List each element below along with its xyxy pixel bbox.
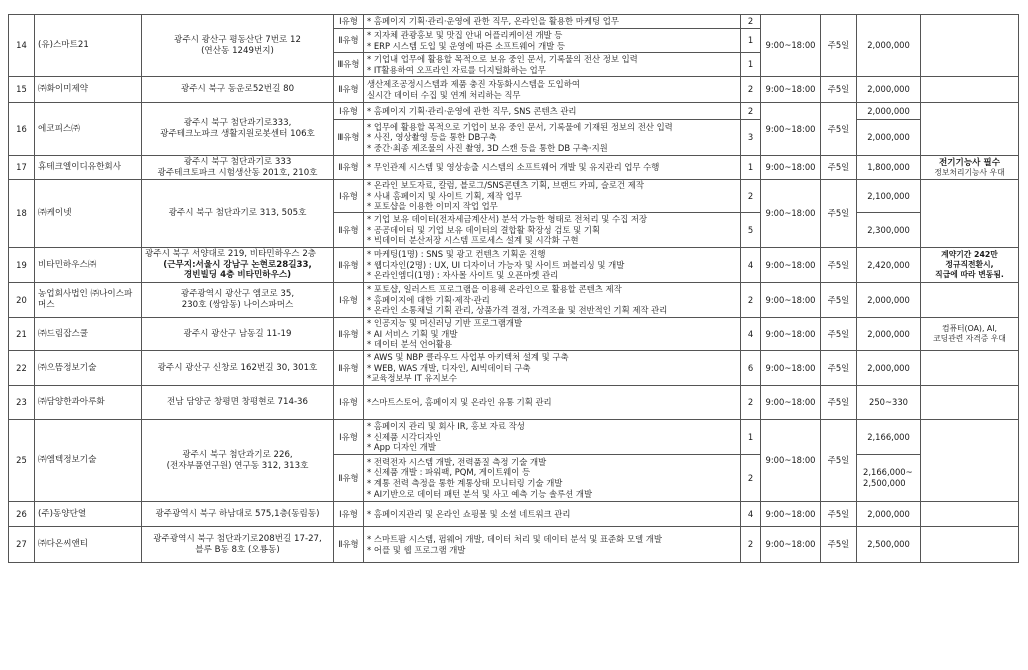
hire-count: 1 xyxy=(741,156,761,180)
company-address xyxy=(142,502,334,527)
monthly-pay: 2,166,000~ 2,500,000 xyxy=(857,455,921,502)
hire-count: 4 xyxy=(741,318,761,351)
work-days: 주5일 xyxy=(821,318,857,351)
row-number: 18 xyxy=(9,180,35,248)
remark-line: 정규직전환시, xyxy=(945,260,994,269)
work-days: 주5일 xyxy=(821,77,857,103)
hire-count: 1 xyxy=(741,420,761,455)
duty-line: * 무인관제 시스템 및 영상송출 시스템의 소프트웨어 개발 및 유지관리 업무 수행 xyxy=(367,162,660,173)
remark-line: 직급에 따라 변동됨. xyxy=(935,270,1004,279)
address-line: 경빈빌딩 4층 비타민하우스) xyxy=(183,270,292,281)
remarks xyxy=(921,420,1019,502)
job-type: Ⅱ유형 xyxy=(334,156,364,180)
duty-line: * 홈페이지 기획·관리·운영에 관한 직무, 온라인을 활용한 마케팅 업무 xyxy=(367,16,619,27)
job-type: Ⅱ유형 xyxy=(334,248,364,283)
work-days: 주5일 xyxy=(821,15,857,77)
table-row xyxy=(9,527,1019,563)
job-duties xyxy=(364,53,741,77)
work-hours: 9:00~18:00 xyxy=(761,283,821,318)
address-line: 광주시 북구 첨단과기로 333 xyxy=(183,156,292,167)
job-duties xyxy=(364,455,741,502)
row-number: 26 xyxy=(9,502,35,527)
job-type: Ⅲ유형 xyxy=(334,53,364,77)
job-duties xyxy=(364,351,741,386)
monthly-pay: 2,500,000 xyxy=(857,527,921,563)
duty-line: * 웹디자인(2명) : UX, UI 디자이너 가능자 및 사이트 퍼블리싱 및 개발 xyxy=(367,259,625,270)
job-duties xyxy=(364,248,741,283)
job-type: Ⅱ유형 xyxy=(334,213,364,248)
duty-line: * 인공지능 및 머신러닝 기반 프로그램개발 xyxy=(367,318,523,329)
job-type: Ⅱ유형 xyxy=(334,527,364,563)
table-row xyxy=(9,283,1019,318)
job-duties xyxy=(364,213,741,248)
company-address xyxy=(142,156,334,180)
monthly-pay: 250~330 xyxy=(857,386,921,420)
duty-line: 생산제조공정시스템과 제품 충진 자동화시스템을 도입하여 xyxy=(367,78,580,89)
company-name: ㈜엠텍정보기술 xyxy=(35,420,142,502)
monthly-pay: 2,000,000 xyxy=(857,103,921,120)
job-duties xyxy=(364,318,741,351)
job-duties xyxy=(364,180,741,213)
monthly-pay: 2,000,000 xyxy=(857,283,921,318)
remarks xyxy=(921,156,1019,180)
hire-count: 4 xyxy=(741,248,761,283)
monthly-pay: 2,420,000 xyxy=(857,248,921,283)
job-type: Ⅱ유형 xyxy=(334,455,364,502)
row-number: 20 xyxy=(9,283,35,318)
duty-line: * 온라인 보도자료, 칼럼, 블로그/SNS콘텐츠 기획, 브랜드 카피, 슬로건 제작 xyxy=(367,180,644,191)
table-row xyxy=(9,386,1019,420)
company-address xyxy=(142,103,334,156)
job-listing-table xyxy=(8,14,1019,563)
duty-line: * 사내 홈페이지 및 사이트 기획, 제작 업무 xyxy=(367,190,522,201)
job-type: Ⅰ유형 xyxy=(334,15,364,29)
company-name: ㈜화이미제약 xyxy=(35,77,142,103)
duty-line: * 업무에 활용할 목적으로 기업이 보유 중인 문서, 기록물에 기재된 정보의 전산 입력 xyxy=(367,121,673,132)
duty-line: * 공공데이터 및 기업 보유 데이터의 결합활 확장성 검토 및 기획 xyxy=(367,224,601,235)
row-number: 27 xyxy=(9,527,35,563)
company-name: ㈜케이넷 xyxy=(35,180,142,248)
company-address xyxy=(142,15,334,77)
remark-line: 계약기간 242만 xyxy=(941,250,998,259)
remarks xyxy=(921,502,1019,527)
remarks xyxy=(921,180,1019,248)
job-type: Ⅰ유형 xyxy=(334,103,364,120)
address-line: 광주시 북구 동운로52번길 80 xyxy=(180,84,295,95)
company-address xyxy=(142,77,334,103)
job-type: Ⅱ유형 xyxy=(334,77,364,103)
row-number: 16 xyxy=(9,103,35,156)
work-days: 주5일 xyxy=(821,103,857,156)
row-number: 21 xyxy=(9,318,35,351)
job-duties xyxy=(364,527,741,563)
work-hours: 9:00~18:00 xyxy=(761,527,821,563)
duty-line: *스마트스토어, 홈페이지 및 온라인 유통 기획 관리 xyxy=(367,397,552,408)
remark-line: 정보처리기능사 우대 xyxy=(934,167,1005,177)
row-number: 23 xyxy=(9,386,35,420)
hire-count: 2 xyxy=(741,283,761,318)
duty-line: * 데이터 분석 언어활용 xyxy=(367,339,452,350)
job-type: Ⅰ유형 xyxy=(334,283,364,318)
monthly-pay: 2,000,000 xyxy=(857,15,921,77)
duty-line: * 마케팅(1명) : SNS 및 광고 컨텐츠 기획운 진행 xyxy=(367,249,546,260)
table-row xyxy=(9,103,1019,120)
remark-line: 컴퓨터(OA), AI, xyxy=(941,324,998,333)
address-line: (근무지:서울시 강남구 논현로28길33, xyxy=(163,259,312,270)
company-name: ㈜으뜸정보기술 xyxy=(35,351,142,386)
work-days: 주5일 xyxy=(821,386,857,420)
duty-line: * WEB, WAS 개발, 디자인, AI빅데이터 구축 xyxy=(367,362,531,373)
duty-line: * 어플 및 웹 프로그램 개발 xyxy=(367,544,466,555)
company-name: ㈜드림잡스쿨 xyxy=(35,318,142,351)
address-line: 광주광역시 광산구 엠코로 35, xyxy=(180,289,295,300)
company-address xyxy=(142,180,334,248)
table-row xyxy=(9,351,1019,386)
company-name: 농업회사법인 ㈜나이스파머스 xyxy=(35,283,142,318)
hire-count: 2 xyxy=(741,77,761,103)
duty-line: * 포토샵을 이용한 이미지 작업 업무 xyxy=(367,201,498,212)
work-hours: 9:00~18:00 xyxy=(761,103,821,156)
work-days: 주5일 xyxy=(821,351,857,386)
table-row xyxy=(9,156,1019,180)
address-line: 광주광역시 북구 첨단과기로208번길 17-27, xyxy=(153,533,322,544)
job-duties xyxy=(364,283,741,318)
remarks xyxy=(921,103,1019,156)
duty-line: * 홈페이지관리 및 온라인 쇼핑몰 및 소셜 네트워크 관리 xyxy=(367,508,571,519)
table-row xyxy=(9,420,1019,455)
remarks xyxy=(921,527,1019,563)
work-hours: 9:00~18:00 xyxy=(761,386,821,420)
company-name: (유)스마트21 xyxy=(35,15,142,77)
address-line: 광주테크노파크 생활지원로봇센터 106호 xyxy=(160,129,315,139)
hire-count: 6 xyxy=(741,351,761,386)
job-type: Ⅰ유형 xyxy=(334,386,364,420)
hire-count: 3 xyxy=(741,120,761,156)
duty-line: * 지자체 관광홍보 및 맛집 안내 어플리케이션 개발 등 xyxy=(367,29,563,40)
duty-line: * 신제품 개발 : 파워팩, PQM, 게이트웨이 등 xyxy=(367,467,531,478)
remark-line: 전기기능사 필수 xyxy=(938,157,1001,168)
monthly-pay: 2,300,000 xyxy=(857,213,921,248)
duty-line: * 기업 보유 데이터(전자세금계산서) 분석 가능한 형태로 전처리 및 수집 저장 xyxy=(367,214,648,225)
monthly-pay: 2,000,000 xyxy=(857,120,921,156)
job-type: Ⅰ유형 xyxy=(334,420,364,455)
work-days: 주5일 xyxy=(821,248,857,283)
address-line: 전남 담양군 창평면 창평현로 714-36 xyxy=(167,397,308,408)
monthly-pay: 2,000,000 xyxy=(857,77,921,103)
remarks xyxy=(921,248,1019,283)
job-duties xyxy=(364,156,741,180)
job-type: Ⅱ유형 xyxy=(334,351,364,386)
duty-line: 실시간 데이터 수집 및 연계 처리하는 직무 xyxy=(367,89,521,100)
duty-line: * AWS 및 NBP 클라우드 사업부 아키텍처 설계 및 구축 xyxy=(367,352,569,363)
work-hours: 9:00~18:00 xyxy=(761,351,821,386)
work-days: 주5일 xyxy=(821,420,857,502)
duty-line: * 온라인 소통채널 기획 관리, 상품가격 결정, 가격조율 및 전반적인 기획 제작 관리 xyxy=(367,305,668,316)
hire-count: 2 xyxy=(741,386,761,420)
remarks xyxy=(921,318,1019,351)
row-number: 19 xyxy=(9,248,35,283)
monthly-pay: 2,000,000 xyxy=(857,351,921,386)
company-name: 비타민하우스㈜ xyxy=(35,248,142,283)
row-number: 14 xyxy=(9,15,35,77)
duty-line: * App 디자인 개발 xyxy=(367,442,436,453)
address-line: 광주시 광산구 신창로 162번길 30, 301호 xyxy=(157,362,318,373)
work-days: 주5일 xyxy=(821,502,857,527)
work-hours: 9:00~18:00 xyxy=(761,15,821,77)
row-number: 15 xyxy=(9,77,35,103)
duty-line: * 홈페이지에 대한 기획·제작·관리 xyxy=(367,294,490,305)
job-duties xyxy=(364,502,741,527)
table-row xyxy=(9,77,1019,103)
hire-count: 1 xyxy=(741,53,761,77)
company-address xyxy=(142,248,334,283)
duty-line: * IT활용하여 오프라인 자료를 디지털화하는 업무 xyxy=(367,64,546,75)
remarks xyxy=(921,351,1019,386)
work-hours: 9:00~18:00 xyxy=(761,248,821,283)
monthly-pay: 2,100,000 xyxy=(857,180,921,213)
company-name: 에코피스㈜ xyxy=(35,103,142,156)
address-line: 광주시 북구 서양대로 219, 비타민하우스 2층 xyxy=(145,249,317,260)
remarks xyxy=(921,283,1019,318)
hire-count: 2 xyxy=(741,455,761,502)
hire-count: 2 xyxy=(741,180,761,213)
hire-count: 2 xyxy=(741,103,761,120)
duty-line: * 스마트팜 시스템, 펌웨어 개발, 데이터 처리 및 데이터 분석 및 표준화 모델 개발 xyxy=(367,533,662,544)
job-duties xyxy=(364,29,741,53)
address-line: 블루 B동 8호 (오룡동) xyxy=(195,544,280,555)
job-duties xyxy=(364,103,741,120)
duty-line: * 홈페이지 관리 및 회사 IR, 홍보 자료 작성 xyxy=(367,421,525,432)
work-hours: 9:00~18:00 xyxy=(761,180,821,248)
duty-line: * 기업내 업무에 활용할 목적으로 보유 중인 문서, 기록물의 전산 정보 입력 xyxy=(367,53,638,64)
monthly-pay: 2,000,000 xyxy=(857,318,921,351)
company-name: ㈜다온씨앤티 xyxy=(35,527,142,563)
job-type: Ⅰ유형 xyxy=(334,180,364,213)
table-row xyxy=(9,318,1019,351)
address-line: 광주시 광산구 남동길 11-19 xyxy=(183,328,292,339)
duty-line: * 계통 전력 측정을 통한 계통상태 모니터링 기술 개발 xyxy=(367,478,563,488)
work-days: 주5일 xyxy=(821,180,857,248)
job-listing-sheet xyxy=(8,14,1018,563)
company-address xyxy=(142,351,334,386)
job-type: Ⅱ유형 xyxy=(334,318,364,351)
remark-line: 코딩관련 자격증 우대 xyxy=(933,334,1006,343)
job-duties xyxy=(364,420,741,455)
duty-line: * ERP 시스템 도입 및 운영에 따른 소프트웨어 개발 등 xyxy=(367,40,566,51)
work-hours: 9:00~18:00 xyxy=(761,77,821,103)
row-number: 17 xyxy=(9,156,35,180)
work-hours: 9:00~18:00 xyxy=(761,420,821,502)
duty-line: * 신제품 시각디자인 xyxy=(367,431,442,442)
table-row xyxy=(9,248,1019,283)
address-line: (전자부품연구원) 연구동 312, 313호 xyxy=(166,460,309,471)
row-number: 25 xyxy=(9,420,35,502)
address-line: 230호 (쌍암동) 나이스파머스 xyxy=(181,300,294,310)
remarks xyxy=(921,77,1019,103)
company-address xyxy=(142,318,334,351)
work-days: 주5일 xyxy=(821,527,857,563)
job-type: Ⅱ유형 xyxy=(334,29,364,53)
remarks xyxy=(921,386,1019,420)
address-line: 광주시 북구 첨단과기로333, xyxy=(183,118,292,129)
hire-count: 5 xyxy=(741,213,761,248)
row-number: 22 xyxy=(9,351,35,386)
job-type: Ⅰ유형 xyxy=(334,502,364,527)
address-line: 광주시 북구 첨단과기로 226, xyxy=(182,449,293,460)
table-row xyxy=(9,502,1019,527)
hire-count: 2 xyxy=(741,15,761,29)
table-row xyxy=(9,15,1019,29)
duty-line: * 중간·최종 제조물의 사진 촬영, 3D 스캔 등을 통한 DB 구축·지원 xyxy=(367,142,608,153)
work-hours: 9:00~18:00 xyxy=(761,318,821,351)
remarks xyxy=(921,15,1019,77)
address-line: (연산동 1249번지) xyxy=(201,45,274,56)
monthly-pay: 2,166,000 xyxy=(857,420,921,455)
monthly-pay: 2,000,000 xyxy=(857,502,921,527)
duty-line: *교육정보부 IT 유지보수 xyxy=(367,373,457,384)
work-days: 주5일 xyxy=(821,156,857,180)
job-duties xyxy=(364,15,741,29)
duty-line: * AI기반으로 데이터 패턴 분석 및 사고 예측 기능 솔루션 개발 xyxy=(367,488,593,499)
company-address xyxy=(142,283,334,318)
work-hours: 9:00~18:00 xyxy=(761,156,821,180)
hire-count: 1 xyxy=(741,29,761,53)
monthly-pay: 1,800,000 xyxy=(857,156,921,180)
hire-count: 2 xyxy=(741,527,761,563)
duty-line: * 사진, 영상촬영 등을 통한 DB구축 xyxy=(367,132,497,143)
duty-line: * 홈페이지 기획·관리·운영에 관한 직무, SNS 콘텐츠 관리 xyxy=(367,105,577,116)
duty-line: * 빅데이터 분산저장 시스템 프로세스 설계 및 시각화 구현 xyxy=(367,235,579,246)
table-row xyxy=(9,180,1019,213)
company-name: ㈜담양한과아루화 xyxy=(35,386,142,420)
hire-count: 4 xyxy=(741,502,761,527)
work-hours: 9:00~18:00 xyxy=(761,502,821,527)
duty-line: * 포토샵, 일러스트 프로그램을 이용해 온라인으로 활용할 콘텐츠 제작 xyxy=(367,284,622,295)
company-name: 휴테크엘이디유한회사 xyxy=(35,156,142,180)
address-line: 광주광역시 북구 하남대로 575,1층(동림동) xyxy=(155,508,320,519)
address-line: 광주시 북구 첨단과기로 313, 505호 xyxy=(168,208,307,219)
job-type: Ⅲ유형 xyxy=(334,120,364,156)
company-address xyxy=(142,527,334,563)
job-duties xyxy=(364,120,741,156)
company-address xyxy=(142,386,334,420)
duty-line: * 전력전자 시스템 개발, 전력품질 측정 기술 개발 xyxy=(367,456,547,467)
company-name: (주)동양단열 xyxy=(35,502,142,527)
duty-line: * AI 서비스 기획 및 개발 xyxy=(367,328,458,339)
job-duties xyxy=(364,77,741,103)
job-duties xyxy=(364,386,741,420)
duty-line: * 온라인엠디(1명) : 자사몰 사이트 및 오픈마켓 관리 xyxy=(367,270,559,281)
company-address xyxy=(142,420,334,502)
address-line: 광주테크토파크 시험생산동 201호, 210호 xyxy=(157,167,318,178)
work-days: 주5일 xyxy=(821,283,857,318)
address-line: 광주시 광산구 평동산단 7번로 12 xyxy=(174,34,301,45)
